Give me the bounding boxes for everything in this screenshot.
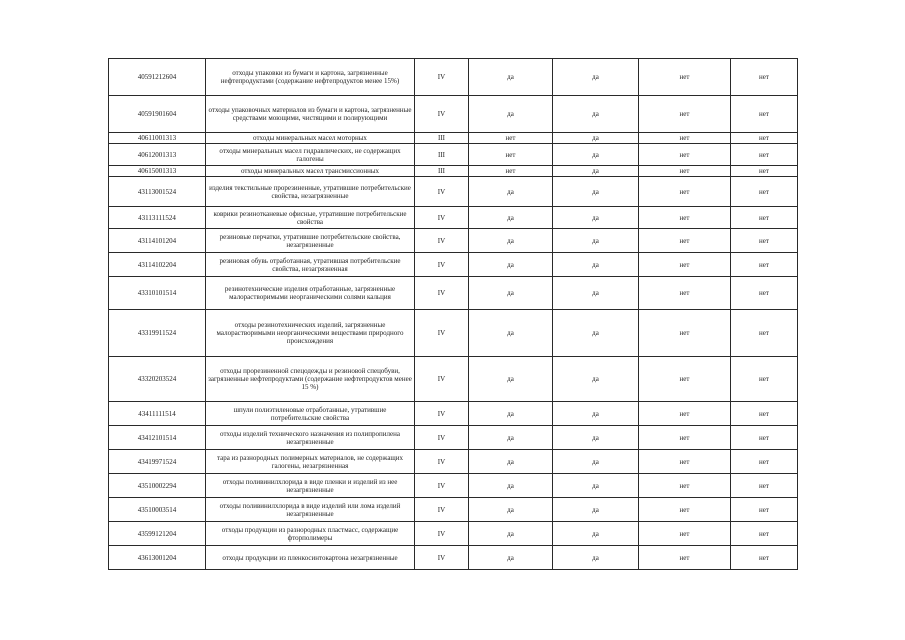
table-row: [109, 166, 798, 177]
waste-code-cell: 43310101514: [109, 277, 206, 310]
flag-cell-4: нет: [731, 253, 798, 277]
flag-cell-2: да: [553, 310, 639, 357]
flag-cell-1: да: [469, 310, 553, 357]
table-row: [109, 96, 798, 133]
waste-name-cell: отходы минеральных масел трансмиссионных: [206, 166, 415, 177]
flag-cell-3: нет: [639, 133, 731, 144]
waste-name-cell: отходы резинотехнических изделий, загрязненные малорастворимыми неорганическими веществами природного происхождения: [206, 310, 415, 357]
flag-cell-4: нет: [731, 522, 798, 546]
waste-name-cell: отходы изделий технического назначения из полипропилена незагрязненные: [206, 426, 415, 450]
flag-cell-4: нет: [731, 277, 798, 310]
flag-cell-1: да: [469, 426, 553, 450]
waste-code-cell: 40615001313: [109, 166, 206, 177]
hazard-class-cell: IV: [415, 277, 469, 310]
flag-cell-1: да: [469, 277, 553, 310]
flag-cell-1: да: [469, 96, 553, 133]
hazard-class-cell: IV: [415, 229, 469, 253]
waste-code-cell: 43599121204: [109, 522, 206, 546]
waste-code-cell: 43113111524: [109, 207, 206, 229]
table-row: [109, 402, 798, 426]
flag-cell-1: да: [469, 253, 553, 277]
flag-cell-2: да: [553, 450, 639, 474]
flag-cell-1: нет: [469, 144, 553, 166]
flag-cell-4: нет: [731, 402, 798, 426]
waste-code-cell: 43411111514: [109, 402, 206, 426]
waste-name-cell: резиновая обувь отработанная, утратившая потребительские свойства, незагрязненная: [206, 253, 415, 277]
flag-cell-3: нет: [639, 498, 731, 522]
flag-cell-3: нет: [639, 207, 731, 229]
flag-cell-1: да: [469, 207, 553, 229]
hazard-class-cell: IV: [415, 96, 469, 133]
flag-cell-4: нет: [731, 450, 798, 474]
table-row: [109, 59, 798, 96]
flag-cell-4: нет: [731, 207, 798, 229]
flag-cell-2: да: [553, 402, 639, 426]
hazard-class-cell: III: [415, 144, 469, 166]
flag-cell-4: нет: [731, 177, 798, 207]
waste-code-cell: 40611001313: [109, 133, 206, 144]
waste-name-cell: коврики резинотканевые офисные, утратившие потребительские свойства: [206, 207, 415, 229]
waste-name-cell: отходы минеральных масел моторных: [206, 133, 415, 144]
table-row: [109, 133, 798, 144]
flag-cell-1: да: [469, 450, 553, 474]
waste-code-cell: 43114101204: [109, 229, 206, 253]
flag-cell-2: да: [553, 426, 639, 450]
flag-cell-1: да: [469, 229, 553, 253]
hazard-class-cell: IV: [415, 498, 469, 522]
flag-cell-4: нет: [731, 59, 798, 96]
table-row: [109, 546, 798, 570]
hazard-class-cell: IV: [415, 474, 469, 498]
flag-cell-2: да: [553, 166, 639, 177]
flag-cell-3: нет: [639, 96, 731, 133]
waste-name-cell: отходы продукции из пленкосинтокартона незагрязненные: [206, 546, 415, 570]
flag-cell-2: да: [553, 144, 639, 166]
table-row: [109, 144, 798, 166]
flag-cell-3: нет: [639, 474, 731, 498]
flag-cell-3: нет: [639, 144, 731, 166]
waste-code-cell: 43320203524: [109, 357, 206, 402]
table-row: [109, 498, 798, 522]
flag-cell-4: нет: [731, 133, 798, 144]
table-row: [109, 474, 798, 498]
waste-code-cell: 40591212604: [109, 59, 206, 96]
waste-table: [108, 58, 798, 570]
flag-cell-4: нет: [731, 426, 798, 450]
flag-cell-1: да: [469, 59, 553, 96]
hazard-class-cell: III: [415, 133, 469, 144]
flag-cell-1: да: [469, 474, 553, 498]
waste-code-cell: 43613001204: [109, 546, 206, 570]
flag-cell-3: нет: [639, 310, 731, 357]
flag-cell-4: нет: [731, 229, 798, 253]
table-row: [109, 177, 798, 207]
flag-cell-3: нет: [639, 229, 731, 253]
table-row: [109, 310, 798, 357]
hazard-class-cell: IV: [415, 253, 469, 277]
flag-cell-3: нет: [639, 426, 731, 450]
flag-cell-3: нет: [639, 277, 731, 310]
waste-code-cell: 43113001524: [109, 177, 206, 207]
waste-code-cell: 43510003514: [109, 498, 206, 522]
flag-cell-4: нет: [731, 474, 798, 498]
hazard-class-cell: IV: [415, 402, 469, 426]
flag-cell-1: да: [469, 357, 553, 402]
flag-cell-2: да: [553, 253, 639, 277]
flag-cell-3: нет: [639, 357, 731, 402]
waste-name-cell: отходы минеральных масел гидравлических, не содержащих галогены: [206, 144, 415, 166]
hazard-class-cell: IV: [415, 546, 469, 570]
table-row: [109, 277, 798, 310]
flag-cell-1: нет: [469, 166, 553, 177]
flag-cell-3: нет: [639, 450, 731, 474]
waste-name-cell: отходы прорезиненной спецодежды и резиновой спецобуви, загрязненные нефтепродуктами (содержание нефтепродуктов менее 15 %): [206, 357, 415, 402]
hazard-class-cell: IV: [415, 59, 469, 96]
flag-cell-2: да: [553, 96, 639, 133]
waste-name-cell: резинотехнические изделия отработанные, загрязненные малорастворимыми неорганическими солями кальция: [206, 277, 415, 310]
hazard-class-cell: IV: [415, 522, 469, 546]
flag-cell-3: нет: [639, 59, 731, 96]
flag-cell-1: нет: [469, 133, 553, 144]
waste-name-cell: отходы поливинилхлорида в виде изделий или лома изделий незагрязненные: [206, 498, 415, 522]
flag-cell-1: да: [469, 177, 553, 207]
table-row: [109, 522, 798, 546]
flag-cell-2: да: [553, 357, 639, 402]
flag-cell-4: нет: [731, 357, 798, 402]
waste-code-cell: 43319911524: [109, 310, 206, 357]
flag-cell-1: да: [469, 546, 553, 570]
waste-code-cell: 43419971524: [109, 450, 206, 474]
hazard-class-cell: IV: [415, 450, 469, 474]
table-row: [109, 229, 798, 253]
waste-code-cell: 40591901604: [109, 96, 206, 133]
flag-cell-2: да: [553, 522, 639, 546]
flag-cell-4: нет: [731, 96, 798, 133]
flag-cell-2: да: [553, 59, 639, 96]
flag-cell-2: да: [553, 177, 639, 207]
flag-cell-4: нет: [731, 166, 798, 177]
flag-cell-3: нет: [639, 253, 731, 277]
waste-name-cell: отходы упаковочных материалов из бумаги и картона, загрязненные средствами моющими, чистящими и полирующими: [206, 96, 415, 133]
flag-cell-2: да: [553, 207, 639, 229]
waste-name-cell: тара из разнородных полимерных материалов, не содержащих галогены, незагрязненная: [206, 450, 415, 474]
flag-cell-1: да: [469, 498, 553, 522]
flag-cell-3: нет: [639, 546, 731, 570]
flag-cell-2: да: [553, 277, 639, 310]
hazard-class-cell: IV: [415, 357, 469, 402]
flag-cell-1: да: [469, 522, 553, 546]
flag-cell-2: да: [553, 546, 639, 570]
flag-cell-4: нет: [731, 546, 798, 570]
table-row: [109, 253, 798, 277]
flag-cell-4: нет: [731, 310, 798, 357]
hazard-class-cell: IV: [415, 207, 469, 229]
waste-name-cell: изделия текстильные прорезиненные, утратившие потребительские свойства, незагрязненные: [206, 177, 415, 207]
table-row: [109, 357, 798, 402]
flag-cell-4: нет: [731, 498, 798, 522]
waste-name-cell: отходы упаковки из бумаги и картона, загрязненные нефтепродуктами (содержание нефтепродуктов менее 15%): [206, 59, 415, 96]
hazard-class-cell: IV: [415, 426, 469, 450]
flag-cell-4: нет: [731, 144, 798, 166]
waste-code-cell: 43412101514: [109, 426, 206, 450]
flag-cell-2: да: [553, 229, 639, 253]
flag-cell-3: нет: [639, 402, 731, 426]
waste-name-cell: отходы поливинилхлорида в виде пленки и изделий из нее незагрязненные: [206, 474, 415, 498]
waste-name-cell: шпули полиэтиленовые отработанные, утратившие потребительские свойства: [206, 402, 415, 426]
hazard-class-cell: IV: [415, 310, 469, 357]
waste-code-cell: 43114102204: [109, 253, 206, 277]
flag-cell-2: да: [553, 498, 639, 522]
waste-code-cell: 43510002294: [109, 474, 206, 498]
flag-cell-3: нет: [639, 522, 731, 546]
flag-cell-2: да: [553, 133, 639, 144]
flag-cell-3: нет: [639, 177, 731, 207]
flag-cell-3: нет: [639, 166, 731, 177]
table-row: [109, 450, 798, 474]
flag-cell-2: да: [553, 474, 639, 498]
table-row: [109, 207, 798, 229]
waste-code-cell: 40612001313: [109, 144, 206, 166]
waste-name-cell: отходы продукции из разнородных пластмасс, содержащие фторполимеры: [206, 522, 415, 546]
hazard-class-cell: IV: [415, 177, 469, 207]
waste-name-cell: резиновые перчатки, утратившие потребительские свойства, незагрязненные: [206, 229, 415, 253]
waste-table-body: [109, 59, 798, 570]
hazard-class-cell: III: [415, 166, 469, 177]
table-row: [109, 426, 798, 450]
flag-cell-1: да: [469, 402, 553, 426]
